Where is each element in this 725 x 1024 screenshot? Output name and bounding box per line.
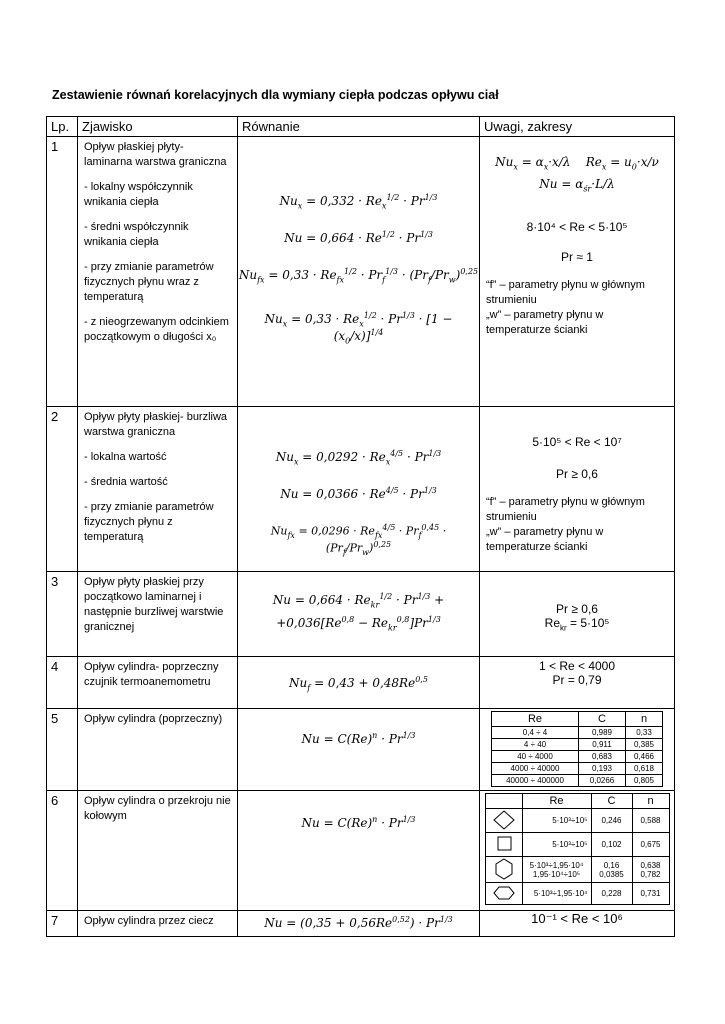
- prandtl-condition: Pr = 0,79: [552, 673, 602, 687]
- phenomenon-cell: [78, 572, 238, 657]
- equation: $Nu = \alpha_{śr}\cdot L/\lambda$: [539, 177, 615, 194]
- table-row: [47, 911, 675, 937]
- equation-cell: [238, 657, 480, 709]
- phenomenon-cell: [78, 137, 238, 407]
- inner-row: 5·10³÷10⁵ 0,246 0,588: [485, 809, 669, 833]
- table-row: [47, 709, 675, 791]
- inner-row: 0,4 ÷ 4 0,989 0,33: [492, 727, 663, 739]
- phenomenon-line: Opływ cylindra przez ciecz: [84, 915, 214, 927]
- coefficient-table: [491, 711, 663, 787]
- table-row: [47, 137, 675, 407]
- inner-row: 5·10³÷10⁵ 0,102 0,675: [485, 833, 669, 857]
- phenomenon-line: - lokalna wartość: [84, 451, 167, 463]
- remarks-cell: [480, 911, 675, 937]
- phenomenon-line: Opływ cylindra- poprzeczny czujnik termoanemometru: [84, 661, 219, 688]
- remarks-cell: [480, 572, 675, 657]
- diamond-icon: [493, 810, 515, 830]
- critical-reynolds: $Re_{kr} = 5\cdot 10^5$: [544, 616, 610, 633]
- header-zjawisko: Zjawisko: [78, 117, 238, 137]
- remarks-cell: [480, 709, 675, 791]
- reynolds-range: 1 < Re < 4000: [538, 659, 616, 673]
- equation-cell: [238, 911, 480, 937]
- remarks-cell: [480, 657, 675, 709]
- equation-cell: [238, 137, 480, 407]
- page-title: Zestawienie równań korelacyjnych dla wymiany ciepła podczas opływu ciał: [52, 88, 499, 102]
- phenomenon-line: - przy zmianie parametrów fizycznych płynu z temperaturą: [84, 501, 214, 543]
- table-row: [47, 791, 675, 911]
- shape-coefficient-table: [485, 793, 670, 905]
- inner-header: n: [626, 712, 663, 727]
- equation: $Nu = 0,664 \cdot Re_{kr}^{1/2} \cdot Pr^{1/3}$ +: [272, 592, 445, 610]
- inner-row: 40 ÷ 4000 0,683 0,466: [492, 751, 663, 763]
- table-row: [47, 572, 675, 657]
- phenomenon-line: Opływ płyty płaskiej przy początkowo laminarnej i następnie burzliwej warstwie granicznej: [84, 576, 224, 633]
- equation-cell: [238, 791, 480, 911]
- row-number: 6: [47, 791, 78, 911]
- phenomenon-line: - średnia wartość: [84, 476, 168, 488]
- row-number: 4: [47, 657, 78, 709]
- table-row: [47, 407, 675, 572]
- equation-cell: [238, 407, 480, 572]
- inner-header: C: [579, 712, 626, 727]
- phenomenon-line: Opływ płyty płaskiej- burzliwa warstwa graniczna: [84, 411, 228, 438]
- note: “f” – parametry płynu w głównym strumieniu: [486, 278, 645, 306]
- equation: $Nu = C(Re)^n \cdot Pr^{1/3}$: [301, 731, 416, 746]
- equation: $Nu = 0,0366 \cdot Re^{4/5} \cdot Pr^{1/3}$: [280, 486, 437, 502]
- note: „w” – parametry płynu w temperaturze ścianki: [486, 308, 604, 336]
- note: „w” – parametry płynu w temperaturze ścianki: [486, 526, 604, 553]
- header-uwagi: Uwagi, zakresy: [480, 117, 675, 137]
- phenomenon-line: - przy zmianie parametrów fizycznych płynu wraz z temperaturą: [84, 261, 214, 303]
- equation-cell: [238, 572, 480, 657]
- inner-row: 4000 ÷ 40000 0,193 0,618: [492, 763, 663, 775]
- row-number: 2: [47, 407, 78, 572]
- phenomenon-line: - z nieogrzewanym odcinkiem początkowym o długości x₀: [84, 316, 229, 343]
- equation: $Nu_x = 0,332 \cdot Re_x^{1/2} \cdot Pr^{1/3}$: [279, 193, 438, 211]
- phenomenon-cell: [78, 791, 238, 911]
- equation: $Nu = C(Re)^n \cdot Pr^{1/3}$: [301, 815, 416, 830]
- row-number: 7: [47, 911, 78, 937]
- equation: $Nu_x = 0,33 \cdot Re_x^{1/2} \cdot Pr^{1/3} \cdot [1 - (x_0/x)]^{1/4}$: [264, 310, 453, 346]
- inner-header: Re: [522, 794, 591, 809]
- phenomenon-line: Opływ cylindra (poprzeczny): [84, 713, 223, 725]
- inner-row: 5·10³÷1,95·10⁴ 1,95·10⁴÷10⁵ 0,16 0,0385 0,638 0,782: [485, 857, 669, 883]
- equation: $Nu_{fx} = 0,33 \cdot Re_{fx}^{1/2} \cdot Pr_f^{1/3} \cdot (Pr_f/Pr_w)^{0,25}$: [238, 267, 479, 285]
- remarks-cell: [480, 791, 675, 911]
- reynolds-range: 5·10⁵ < Re < 10⁷: [532, 435, 622, 449]
- header-lp: Lp.: [47, 117, 78, 137]
- equation: $Nu_f = 0,43 + 0,48Re^{0,5}$: [289, 675, 428, 693]
- row-number: 5: [47, 709, 78, 791]
- equation-cell: [238, 709, 480, 791]
- row-number: 3: [47, 572, 78, 657]
- inner-row: 5·10³÷1,95·10⁴ 0,228 0,731: [485, 883, 669, 905]
- equation: $Nu = 0,664 \cdot Re^{1/2} \cdot Pr^{1/3}$: [284, 230, 433, 246]
- inner-header: Re: [492, 712, 579, 727]
- correlation-table: [46, 116, 675, 937]
- phenomenon-line: - lokalny współczynnik wnikania ciepła: [84, 181, 193, 208]
- square-icon: [493, 834, 515, 854]
- prandtl-condition: Pr ≥ 0,6: [556, 602, 598, 616]
- hexagon-vertical-icon: [493, 858, 515, 880]
- note: “f” – parametry płynu w głównym strumieniu: [486, 496, 645, 523]
- inner-row: 40000 ÷ 400000 0,0266 0,805: [492, 775, 663, 787]
- phenomenon-cell: [78, 657, 238, 709]
- phenomenon-cell: [78, 407, 238, 572]
- remarks-cell: [480, 407, 675, 572]
- prandtl-condition: Pr ≈ 1: [561, 249, 593, 264]
- equation: $Nu = (0,35 + 0,56Re^{0,52}) \cdot Pr^{1/3}$: [264, 915, 453, 930]
- remarks-cell: [480, 137, 675, 407]
- phenomenon-line: Opływ cylindra o przekroju nie kołowym: [84, 795, 231, 822]
- phenomenon-line: Opływ płaskiej płyty- laminarna warstwa graniczna: [84, 141, 227, 168]
- hexagon-horizontal-icon: [493, 885, 515, 901]
- phenomenon-cell: [78, 709, 238, 791]
- inner-row: 4 ÷ 40 0,911 0,385: [492, 739, 663, 751]
- inner-header: C: [591, 794, 632, 809]
- equation: $Nu_{fx} = 0,0296 \cdot Re_{fx}^{4/5} \cdot Pr_f^{0,45} \cdot (Pr_f/Pr_w)^{0,25}$: [270, 523, 447, 558]
- reynolds-range: 8·10⁴ < Re < 5·10⁵: [526, 219, 628, 234]
- row-number: 1: [47, 137, 78, 407]
- prandtl-condition: Pr ≥ 0,6: [556, 467, 598, 481]
- header-rownanie: Równanie: [238, 117, 480, 137]
- phenomenon-line: - średni współczynnik wnikania ciepła: [84, 221, 189, 248]
- phenomenon-cell: [78, 911, 238, 937]
- inner-header: n: [632, 794, 669, 809]
- equation: $+0,036[Re^{0,8} - Re_{kr}^{0,8}]Pr^{1/3}$: [276, 615, 441, 633]
- reynolds-range: 10⁻¹ < Re < 10⁶: [531, 911, 623, 926]
- equation: $Nu_x = 0,0292 \cdot Re_x^{4/5} \cdot Pr^{1/3}$: [275, 449, 442, 467]
- table-row: [47, 657, 675, 709]
- equation: $Nu_x = \alpha_x\cdot x/\lambda$ $Re_x = u_0\cdot x/\nu$: [495, 155, 659, 172]
